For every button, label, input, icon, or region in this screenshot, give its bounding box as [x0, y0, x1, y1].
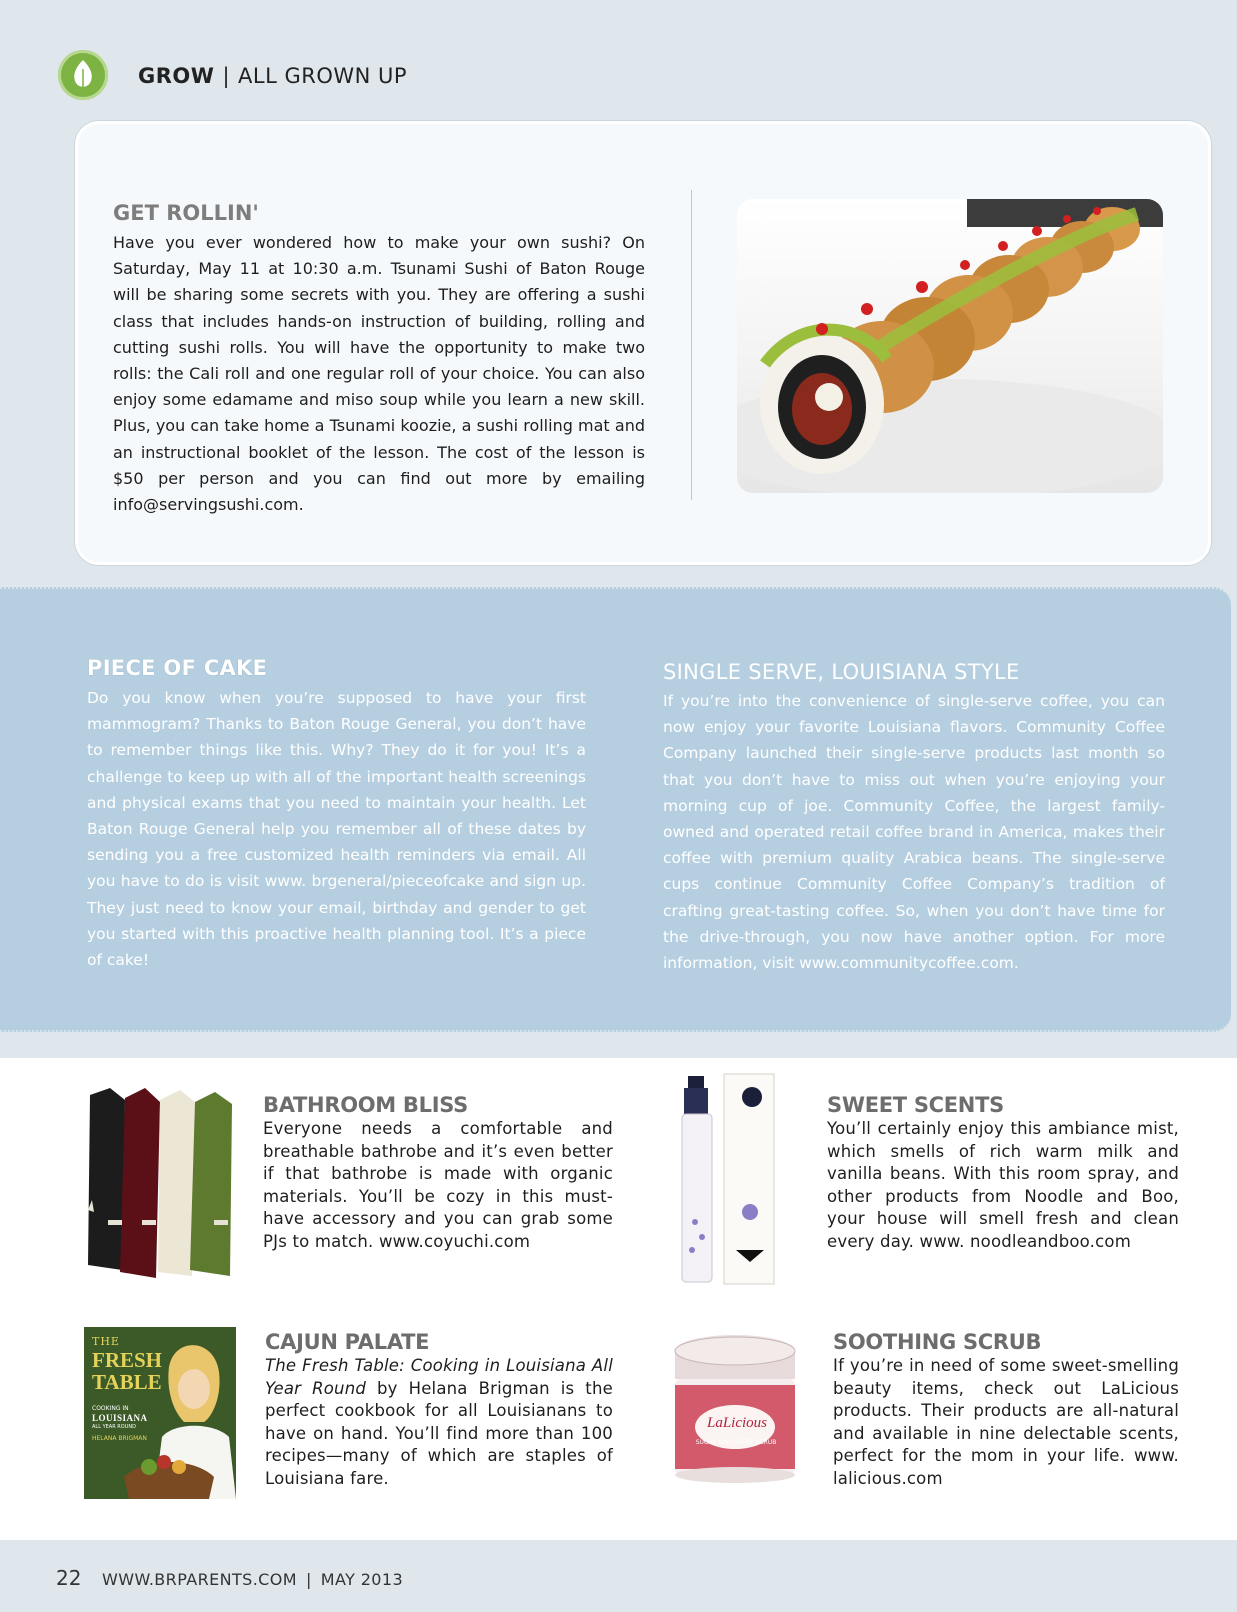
room-spray-illustration	[680, 1072, 780, 1287]
leaf-icon	[71, 59, 95, 91]
scrub-heading: SOOTHING SCRUB	[833, 1330, 1042, 1354]
cookbook-fresh-table: FRESH TABLE	[92, 1348, 163, 1394]
cookbook-louisiana: LOUISIANA	[92, 1413, 148, 1423]
sushi-roll-photo	[737, 199, 1163, 493]
cookbook-author: HELANA BRIGMAN	[92, 1435, 147, 1442]
cookbook-cooking-in: COOKING IN	[92, 1405, 129, 1412]
section-logo	[58, 50, 108, 100]
coffee-heading: SINGLE SERVE, LOUISIANA STYLE	[663, 660, 1020, 684]
bath-article-text: Everyone needs a comfortable and breathable bathrobe and it’s even better if that bathrobe is made with organic materials. You’ll be cozy in this must-have accessory and you can grab some PJs to match. www.coyuchi.com	[263, 1119, 613, 1251]
footer-separator: |	[305, 1570, 312, 1589]
cookbook-cover	[84, 1327, 236, 1499]
coffee-article-text: If you’re into the convenience of single-serve coffee, you can now enjoy your favorite Louisiana flavors. Community Coffee Company launched their single-serve products last month so that you don’t have to miss out when you’re enjoying your morning cup of joe. Community Coffee, the largest family-owned and operated retail coffee brand in America, makes their coffee with premium quality Arabica beans. The single-serve cups continue Community Coffee Company’s tradition of crafting great-tasting coffee. So, when you don’t have time for the drive-through, you now have another option. For more information, visit www.communitycoffee.com.	[663, 692, 1165, 973]
section-name: GROW	[138, 64, 215, 88]
cookbook-title-italic: The Fresh Table: Cooking in Louisiana All Year Round	[265, 1356, 613, 1398]
bathrobes-photo	[80, 1080, 240, 1280]
scrub-jar-product: SUGAR KISS SUPER SCRUB	[695, 1439, 777, 1446]
sushi-roll-illustration	[737, 199, 1163, 493]
scrub-jar-brand: LaLicious	[707, 1415, 768, 1431]
cookbook-the: THE	[92, 1335, 120, 1348]
scrub-jar-illustration	[673, 1333, 797, 1483]
scents-heading: SWEET SCENTS	[827, 1093, 1004, 1117]
scrub-jar-photo	[673, 1333, 797, 1483]
subsection-name: ALL GROWN UP	[238, 64, 408, 88]
scrub-article-text: If you’re in need of some sweet-smelling beauty items, check out LaLicious products. Their products are all-natural and available in nine delectable scents, perfect for the mom in your life. www. lalicious.com	[833, 1356, 1179, 1488]
footer-credits	[102, 1570, 403, 1589]
room-spray-photo	[680, 1072, 780, 1287]
card-divider	[691, 190, 692, 500]
footer-issue: MAY 2013	[320, 1570, 404, 1589]
cajun-article-text	[265, 1355, 613, 1491]
sushi-article-text: Have you ever wondered how to make your own sushi? On Saturday, May 11 at 10:30 a.m. Tsunami Sushi of Baton Rouge will be sharing some secrets with you. They are offering a sushi class that includes hands-on instruction of building, rolling and cutting sushi rolls. You will have the opportunity to make two rolls: the Cali roll and one regular roll of your choice. You can also enjoy some edamame and miso soup while you learn a new skill. Plus, you can take home a Tsunami koozie, a sushi rolling mat and an instructional booklet of the lesson. The cost of the lesson is $50 per person and you can find out more by emailing info@servingsushi.com.	[113, 233, 645, 515]
page-number: 22	[56, 1566, 82, 1590]
bathrobes-illustration	[80, 1080, 240, 1280]
sushi-heading: GET ROLLIN'	[113, 201, 259, 225]
scents-article-text: You’ll certainly enjoy this ambiance mist, which smells of rich warm milk and vanilla beans. With this room spray, and other products from Noodle and Boo, your house will smell fresh and clean every day. www. noodleandboo.com	[827, 1119, 1179, 1251]
cake-heading: PIECE OF CAKE	[87, 656, 268, 680]
cookbook-all-year: ALL YEAR ROUND	[92, 1424, 136, 1430]
footer-site: WWW.BRPARENTS.COM	[102, 1570, 297, 1589]
header-separator: |	[222, 64, 231, 88]
cajun-heading: CAJUN PALATE	[265, 1330, 430, 1354]
bath-heading: BATHROOM BLISS	[263, 1093, 468, 1117]
cajun-body-rest: by Helana Brigman is the perfect cookbook for all Louisianans to have on hand. You’ll find more than 100 recipes—many of which are staples of Louisiana fare.	[265, 1378, 613, 1488]
section-header	[138, 64, 407, 88]
cake-article-text: Do you know when you’re supposed to have your first mammogram? Thanks to Baton Rouge General, you don’t have to remember things like this. Why? They do it for you! It’s a challenge to keep up with all of the important health screenings and physical exams that you need to maintain your health. Let Baton Rouge General help you remember all of these dates by sending you a free customized health reminders via email. All you have to do is visit www. brgeneral/pieceofcake and sign up. They just need to know your email, birthday and gender to get you started with this proactive health planning tool. It’s a piece of cake!	[87, 689, 586, 970]
